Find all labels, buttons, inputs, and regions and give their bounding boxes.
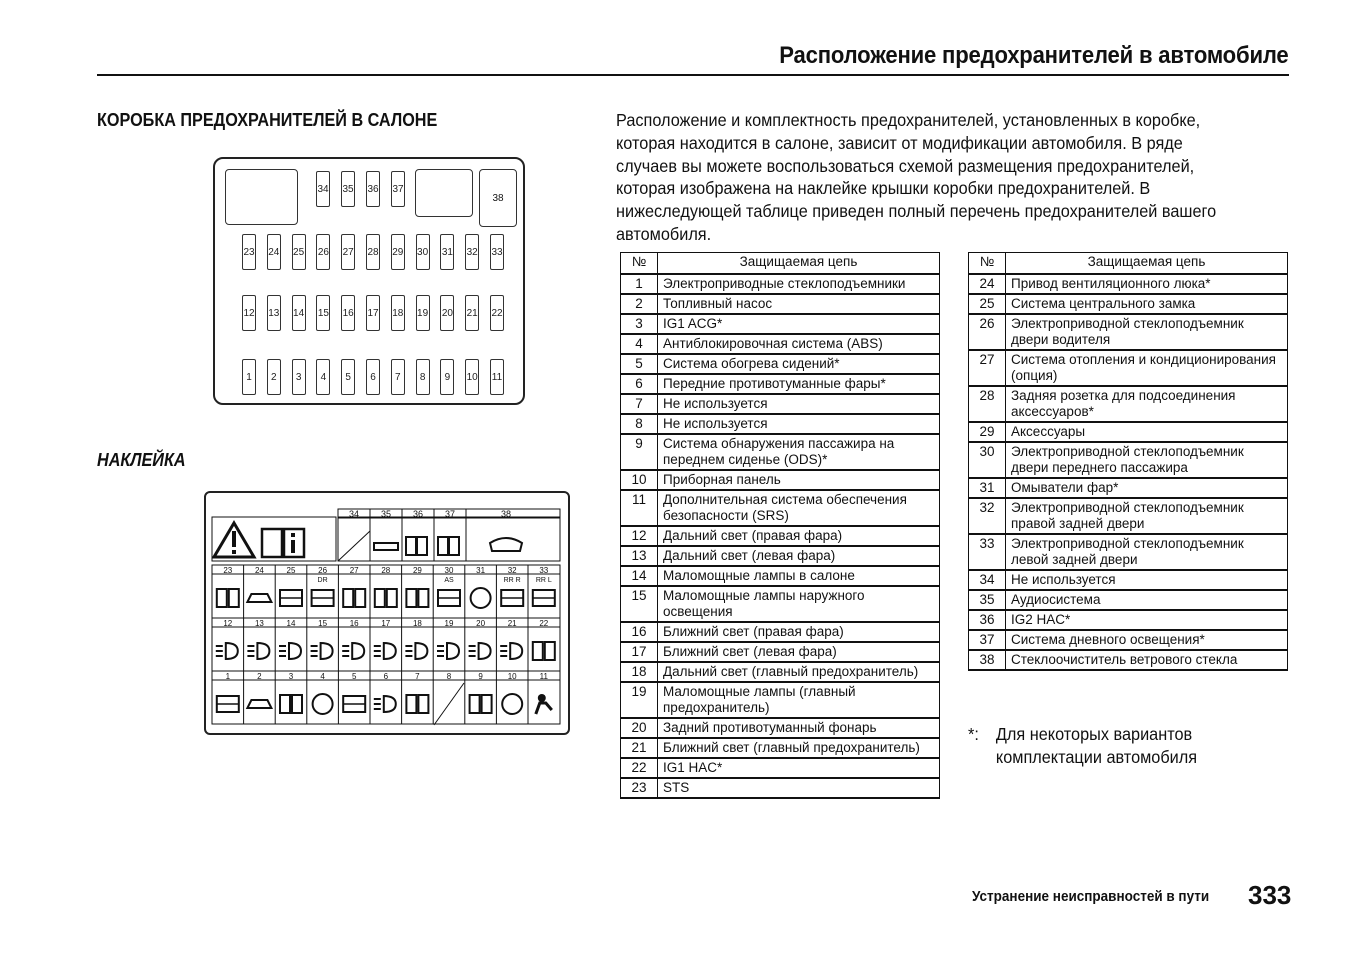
fuse-slot: 6 [366, 359, 380, 395]
column-header-circuit: Защищаемая цепь [1006, 253, 1288, 275]
sticker-number-label: 23 [223, 566, 233, 575]
manual-book-icon [418, 589, 428, 607]
relay-38: 38 [479, 169, 517, 227]
gauge-icon [502, 694, 522, 714]
table-row [621, 374, 940, 394]
fuse-table-right [968, 252, 1288, 671]
fuse-slot: 1 [242, 359, 256, 395]
sticker-number-label: 26 [318, 566, 328, 575]
fuse-slot: 23 [242, 234, 256, 270]
manual-book-icon [406, 589, 416, 607]
headlight-icon [321, 643, 333, 659]
protected-circuit: Не используется [658, 394, 940, 414]
wiper-icon [490, 538, 522, 551]
fuse-number: 33 [969, 534, 1006, 570]
relay-block-middle [415, 169, 473, 217]
table-row [621, 434, 940, 470]
protected-circuit: Электроприводной стеклоподъемник двери водителя [1006, 314, 1288, 350]
fuse-number: 19 [621, 682, 658, 718]
sticker-number-label: 35 [380, 509, 392, 519]
table-row [621, 414, 940, 434]
fuse-slot: 22 [490, 295, 504, 331]
protected-circuit: Система обнаружения пассажира на переднем сиденье (ODS)* [658, 434, 940, 470]
fuse-number: 9 [621, 434, 658, 470]
protected-circuit: Дальний свет (правая фара) [658, 526, 940, 546]
table-row [969, 570, 1288, 590]
fuse-number: 5 [621, 354, 658, 374]
fuse-number: 13 [621, 546, 658, 566]
relay-block-left [225, 169, 298, 225]
protected-circuit: Приборная панель [658, 470, 940, 490]
table-row [969, 274, 1288, 294]
protected-circuit: Задняя розетка для подсоединения аксессуаров* [1006, 386, 1288, 422]
sticker-number-label: 29 [412, 566, 422, 575]
sticker-drawing [206, 493, 568, 733]
fuse-slot: 19 [416, 295, 430, 331]
column-header-circuit: Защищаемая цепь [658, 253, 940, 275]
sticker-number-label: 38 [500, 509, 512, 519]
protected-circuit: IG1 ACG* [658, 314, 940, 334]
sticker-tag-label: AS [444, 577, 454, 584]
fuse-slot: 12 [242, 295, 256, 331]
sticker-number-label: 14 [286, 619, 296, 628]
table-row [969, 478, 1288, 498]
car-icon [247, 594, 271, 602]
fuse-slot: 28 [366, 234, 380, 270]
manual-book-icon [417, 537, 427, 555]
sticker-number-label: 3 [288, 672, 294, 681]
fuse-slot: 9 [440, 359, 454, 395]
fuse-number: 25 [969, 294, 1006, 314]
fuse-number: 27 [969, 350, 1006, 386]
sticker-number-label: 7 [415, 672, 420, 681]
protected-circuit: Не используется [1006, 570, 1288, 590]
protected-circuit: Ближний свет (левая фара) [658, 642, 940, 662]
page-number: 333 [1248, 880, 1292, 910]
headlight-icon [479, 643, 491, 659]
footnote-marker: *: [968, 724, 979, 744]
fuse-slot: 3 [292, 359, 306, 395]
fuse-number: 12 [621, 526, 658, 546]
fuse-slot: 13 [267, 295, 281, 331]
table-header-row [621, 253, 940, 275]
footnote-line-2: комплектации автомобиля [995, 747, 1198, 767]
table-row [621, 274, 940, 294]
sticker-number-label: 21 [507, 619, 517, 628]
fuse-slot: 34 [316, 171, 330, 207]
fuse-slot: 36 [366, 171, 380, 207]
fuse-number: 10 [621, 470, 658, 490]
manual-book-icon [533, 642, 543, 660]
fuse-number: 34 [969, 570, 1006, 590]
table-row [969, 294, 1288, 314]
manual-book-icon [470, 695, 480, 713]
manual-book-icon [355, 589, 365, 607]
sticker-number-label: 8 [446, 672, 452, 681]
table-row [621, 566, 940, 586]
table-row [621, 354, 940, 374]
fuse-slot: 14 [292, 295, 306, 331]
table-row [969, 650, 1288, 670]
sticker-tag-label: DR [317, 577, 328, 584]
section-heading: КОРОБКА ПРЕДОХРАНИТЕЛЕЙ В САЛОНЕ [97, 110, 438, 130]
fuse-slot: 25 [292, 234, 306, 270]
footer-section-title: Устранение неисправностей в пути [972, 888, 1210, 905]
fuse-slot: 24 [267, 234, 281, 270]
sticker-number-label: 5 [351, 672, 357, 681]
table-row [621, 622, 940, 642]
fuse-slot: 37 [391, 171, 405, 207]
manual-book-icon [343, 589, 353, 607]
fuse-slot: 15 [316, 295, 330, 331]
manual-book-icon [545, 642, 555, 660]
sticker-number-label: 22 [539, 619, 549, 628]
fuse-number: 22 [621, 758, 658, 778]
fuse-number: 8 [621, 414, 658, 434]
sticker-number-label: 16 [349, 619, 359, 628]
sticker-number-label: 2 [257, 672, 262, 681]
sticker-number-label: 20 [476, 619, 486, 628]
protected-circuit: Маломощные лампы наружного освещения [658, 586, 940, 622]
fuse-number: 11 [621, 490, 658, 526]
manual-book-icon [387, 589, 397, 607]
fuse-number: 37 [969, 630, 1006, 650]
manual-book-icon [217, 589, 227, 607]
table-row [621, 490, 940, 526]
fuse-slot: 8 [416, 359, 430, 395]
manual-book-icon [418, 695, 428, 713]
sticker-number-label: 12 [223, 619, 233, 628]
protected-circuit: Маломощные лампы в салоне [658, 566, 940, 586]
fuse-slot: 26 [316, 234, 330, 270]
protected-circuit: Дальний свет (главный предохранитель) [658, 662, 940, 682]
fuse-slot: 33 [490, 234, 504, 270]
intro-paragraph: Расположение и комплектность предохранителей, установленных в коробке, которая находится в салоне, зависит от модификации автомобиля. В ряде случаев вы можете воспользоваться схемой размещения предохранителей, которая изображена на наклейке крышки коробки предохранителей. В нижеследующей таблице приведен полный перечень предохранителей вашего автомобиля. [616, 110, 1217, 244]
protected-circuit: STS [658, 778, 940, 798]
protected-circuit: Система дневного освещения* [1006, 630, 1288, 650]
sticker-number-label: 4 [320, 672, 325, 681]
fuse-slot: 2 [267, 359, 281, 395]
fuse-number: 4 [621, 334, 658, 354]
fuse-number: 31 [969, 478, 1006, 498]
sticker-number-label: 11 [539, 672, 548, 681]
table-row [969, 442, 1288, 478]
protected-circuit: Дальний свет (левая фара) [658, 546, 940, 566]
fuse-number: 24 [969, 274, 1006, 294]
sticker-number-label: 34 [348, 509, 360, 519]
protected-circuit: Антиблокировочная система (ABS) [658, 334, 940, 354]
fuse-number: 17 [621, 642, 658, 662]
headlight-icon [384, 696, 396, 712]
fuse-slot: 31 [440, 234, 454, 270]
fuse-number: 26 [969, 314, 1006, 350]
sticker-number-label: 25 [286, 566, 296, 575]
sticker-number-label: 28 [381, 566, 391, 575]
airbag-icon [536, 703, 552, 714]
manual-book-icon [375, 589, 385, 607]
sticker-number-label: 19 [444, 619, 454, 628]
protected-circuit: Не используется [658, 414, 940, 434]
protected-circuit: Электроприводной стеклоподъемник двери переднего пассажира [1006, 442, 1288, 478]
protected-circuit: Дополнительная система обеспечения безопасности (SRS) [658, 490, 940, 526]
protected-circuit: Передние противотуманные фары* [658, 374, 940, 394]
table-row [969, 498, 1288, 534]
sticker-number-label: 10 [507, 672, 517, 681]
fuse-slot: 10 [465, 359, 479, 395]
fuse-slot: 29 [391, 234, 405, 270]
fuse-number: 32 [969, 498, 1006, 534]
table-row [621, 526, 940, 546]
protected-circuit: Система обогрева сидений* [658, 354, 940, 374]
protected-circuit: Стеклоочиститель ветрового стекла [1006, 650, 1288, 670]
protected-circuit: Аксессуары [1006, 422, 1288, 442]
sticker-number-label: 24 [254, 566, 264, 575]
fuse-slot: 20 [440, 295, 454, 331]
table-row [969, 534, 1288, 570]
table-row [969, 422, 1288, 442]
fuse-slot: 21 [465, 295, 479, 331]
headlight-icon [257, 643, 269, 659]
sticker-number-label: 17 [381, 619, 391, 628]
sticker-number-label: 9 [478, 672, 483, 681]
footnote-line-1: Для некоторых вариантов [995, 724, 1193, 744]
fuse-number: 35 [969, 590, 1006, 610]
protected-circuit: Топливный насос [658, 294, 940, 314]
manual-book-icon [262, 529, 304, 557]
title-rule [97, 74, 1289, 76]
table-row [621, 586, 940, 622]
fuse-number: 7 [621, 394, 658, 414]
manual-book-icon [292, 695, 302, 713]
table-row [969, 386, 1288, 422]
fuse-number: 3 [621, 314, 658, 334]
table-header-row [969, 253, 1288, 275]
table-row [969, 630, 1288, 650]
manual-book-icon [438, 537, 448, 555]
fuse-number: 1 [621, 274, 658, 294]
fuse-slot: 17 [366, 295, 380, 331]
protected-circuit: Привод вентиляционного люка* [1006, 274, 1288, 294]
fuse-slot: 18 [391, 295, 405, 331]
fuse-slot: 35 [341, 171, 355, 207]
fuse-number: 29 [969, 422, 1006, 442]
sticker-number-label: 13 [254, 619, 264, 628]
audio-icon [374, 543, 398, 550]
fuse-slot: 5 [341, 359, 355, 395]
sticker-number-label: 18 [412, 619, 422, 628]
sticker-empty-slot-slash [338, 531, 370, 561]
sticker-number-label: 27 [349, 566, 359, 575]
manual-book-icon [482, 695, 492, 713]
headlight-icon [226, 643, 238, 659]
fuse-number: 28 [969, 386, 1006, 422]
sticker-warning-panel [212, 517, 336, 561]
sticker-diagram [204, 491, 570, 735]
protected-circuit: Омыватели фар* [1006, 478, 1288, 498]
protected-circuit: Электроприводной стеклоподъемник правой задней двери [1006, 498, 1288, 534]
fuse-number: 14 [621, 566, 658, 586]
table-row [621, 718, 940, 738]
headlight-icon [510, 643, 522, 659]
manual-book-icon [406, 537, 416, 555]
protected-circuit: Задний противотуманный фонарь [658, 718, 940, 738]
sticker-row-b-icon-strip [212, 627, 560, 671]
table-row [621, 314, 940, 334]
sticker-number-label: 30 [444, 566, 454, 575]
protected-circuit: Ближний свет (правая фара) [658, 622, 940, 642]
fuse-number: 36 [969, 610, 1006, 630]
car-icon [247, 700, 271, 708]
warning-triangle-icon [214, 523, 254, 557]
empty-slot-slash [434, 683, 464, 725]
manual-book-icon [229, 589, 239, 607]
fuse-slot: 27 [341, 234, 355, 270]
fuse-slot: 30 [416, 234, 430, 270]
table-row [969, 610, 1288, 630]
table-row [621, 758, 940, 778]
manual-book-icon [280, 695, 290, 713]
protected-circuit: Система отопления и кондиционирования (опция) [1006, 350, 1288, 386]
column-header-num: № [969, 253, 1006, 275]
table-row [621, 738, 940, 758]
sticker-tag-label: RR L [535, 577, 552, 584]
headlight-icon [384, 643, 396, 659]
table-row [621, 662, 940, 682]
table-row [621, 294, 940, 314]
sticker-number-label: 37 [444, 509, 456, 519]
gauge-icon [313, 694, 333, 714]
table-row [621, 546, 940, 566]
table-row [621, 778, 940, 798]
sticker-number-label: 6 [383, 672, 389, 681]
protected-circuit: Система центрального замка [1006, 294, 1288, 314]
protected-circuit: Электроприводной стеклоподъемник левой задней двери [1006, 534, 1288, 570]
table-row [621, 394, 940, 414]
table-row [621, 334, 940, 354]
fuse-number: 2 [621, 294, 658, 314]
protected-circuit: IG1 HAC* [658, 758, 940, 778]
sticker-number-label: 33 [539, 566, 549, 575]
protected-circuit: Электроприводные стеклоподъемники [658, 274, 940, 294]
fuse-box-diagram [213, 157, 525, 405]
manual-book-icon [449, 537, 459, 555]
gauge-icon [471, 588, 491, 608]
sticker-number-label: 15 [318, 619, 328, 628]
page-title: Расположение предохранителей в автомобиле [778, 42, 1288, 69]
headlight-icon [415, 643, 427, 659]
column-header-num: № [621, 253, 658, 275]
fuse-slot: 32 [465, 234, 479, 270]
sticker-number-label: 36 [412, 509, 424, 519]
fuse-number: 6 [621, 374, 658, 394]
table-row [621, 682, 940, 718]
protected-circuit: Маломощные лампы (главный предохранитель) [658, 682, 940, 718]
protected-circuit: Аудиосистема [1006, 590, 1288, 610]
table-row [621, 642, 940, 662]
table-row [969, 590, 1288, 610]
sticker-tag-label: RR R [503, 577, 521, 584]
fuse-slot: 4 [316, 359, 330, 395]
fuse-number: 15 [621, 586, 658, 622]
sticker-heading: НАКЛЕЙКА [97, 450, 186, 470]
airbag-icon [538, 694, 546, 702]
footnote [968, 723, 1197, 769]
headlight-icon [289, 643, 301, 659]
sticker-number-label: 32 [507, 566, 517, 575]
fuse-number: 16 [621, 622, 658, 642]
protected-circuit: Ближний свет (главный предохранитель) [658, 738, 940, 758]
table-row [969, 350, 1288, 386]
fuse-slot: 7 [391, 359, 405, 395]
headlight-icon [352, 643, 364, 659]
protected-circuit: IG2 HAC* [1006, 610, 1288, 630]
sticker-number-label: 31 [476, 566, 486, 575]
fuse-table-left [620, 252, 940, 799]
sticker-number-label: 1 [225, 672, 231, 681]
table-row [621, 470, 940, 490]
manual-book-icon [406, 695, 416, 713]
table-row [969, 314, 1288, 350]
fuse-slot: 11 [490, 359, 504, 395]
fuse-number: 30 [969, 442, 1006, 478]
fuse-slot: 16 [341, 295, 355, 331]
fuse-number: 18 [621, 662, 658, 682]
headlight-icon [447, 643, 459, 659]
fuse-number: 21 [621, 738, 658, 758]
fuse-number: 20 [621, 718, 658, 738]
sticker-row-c-icon-strip [212, 680, 560, 724]
fuse-number: 23 [621, 778, 658, 798]
fuse-number: 38 [969, 650, 1006, 670]
